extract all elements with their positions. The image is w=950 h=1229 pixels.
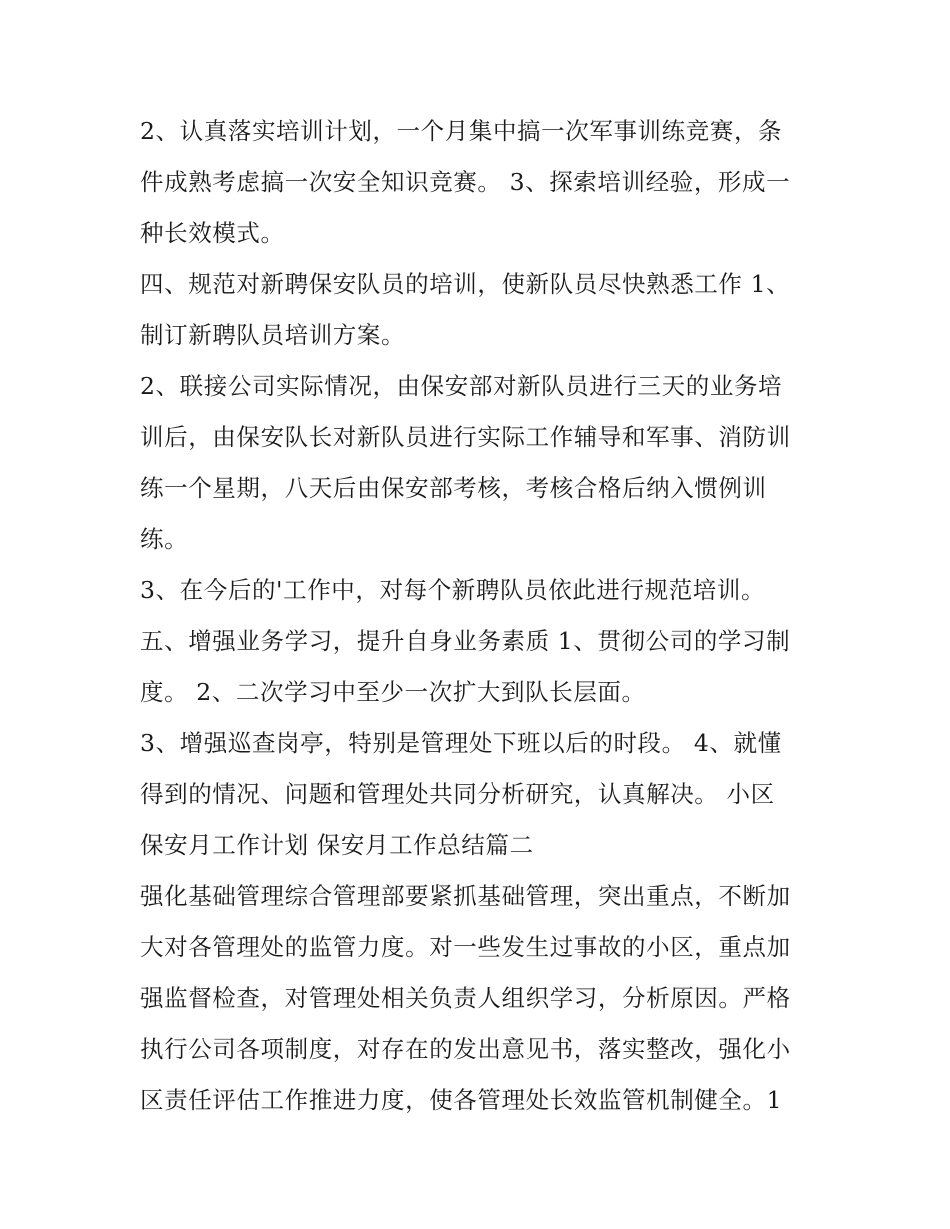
text-line: 种长效模式。 bbox=[140, 219, 285, 247]
text-line: 度。 2、二次学习中至少一次扩大到队长层面。 bbox=[140, 678, 646, 706]
text-line: 2、认真落实培训计划，一个月集中搞一次军事训练竞赛，条 bbox=[140, 117, 783, 145]
text-line: 四、规范对新聘保安队员的培训，使新队员尽快熟悉工作 1、 bbox=[140, 270, 791, 298]
text-line: 区责任评估工作推进力度，使各管理处长效监管机制健全。1 bbox=[140, 1086, 783, 1114]
text-line: 件成熟考虑搞一次安全知识竞赛。 3、探索培训经验，形成一 bbox=[140, 168, 791, 196]
text-line: 练。 bbox=[140, 525, 189, 553]
text-line: 五、增强业务学习，提升自身业务素质 1、贯彻公司的学习制 bbox=[140, 627, 791, 655]
text-line: 2、联接公司实际情况，由保安部对新队员进行三天的业务培 bbox=[140, 372, 783, 400]
text-line: 强监督检查，对管理处相关负责人组织学习，分析原因。严格 bbox=[140, 984, 791, 1012]
text-line: 强化基础管理综合管理部要紧抓基础管理，突出重点，不断加 bbox=[140, 882, 791, 910]
text-line: 训后，由保安队长对新队员进行实际工作辅导和军事、消防训 bbox=[140, 423, 791, 451]
text-line: 制订新聘队员培训方案。 bbox=[140, 321, 406, 349]
text-line: 执行公司各项制度，对存在的发出意见书，落实整改，强化小 bbox=[140, 1035, 791, 1063]
text-line: 得到的情况、问题和管理处共同分析研究，认真解决。 小区 bbox=[140, 780, 775, 808]
text-line: 大对各管理处的监管力度。对一些发生过事故的小区，重点加 bbox=[140, 933, 791, 961]
text-line: 3、增强巡查岗亭，特别是管理处下班以后的时段。 4、就懂 bbox=[140, 729, 782, 757]
text-line: 保安月工作计划 保安月工作总结篇二 bbox=[140, 831, 534, 859]
text-line: 练一个星期，八天后由保安部考核，考核合格后纳入惯例训 bbox=[140, 474, 767, 502]
text-line: 3、在今后的'工作中，对每个新聘队员依此进行规范培训。 bbox=[140, 576, 766, 604]
